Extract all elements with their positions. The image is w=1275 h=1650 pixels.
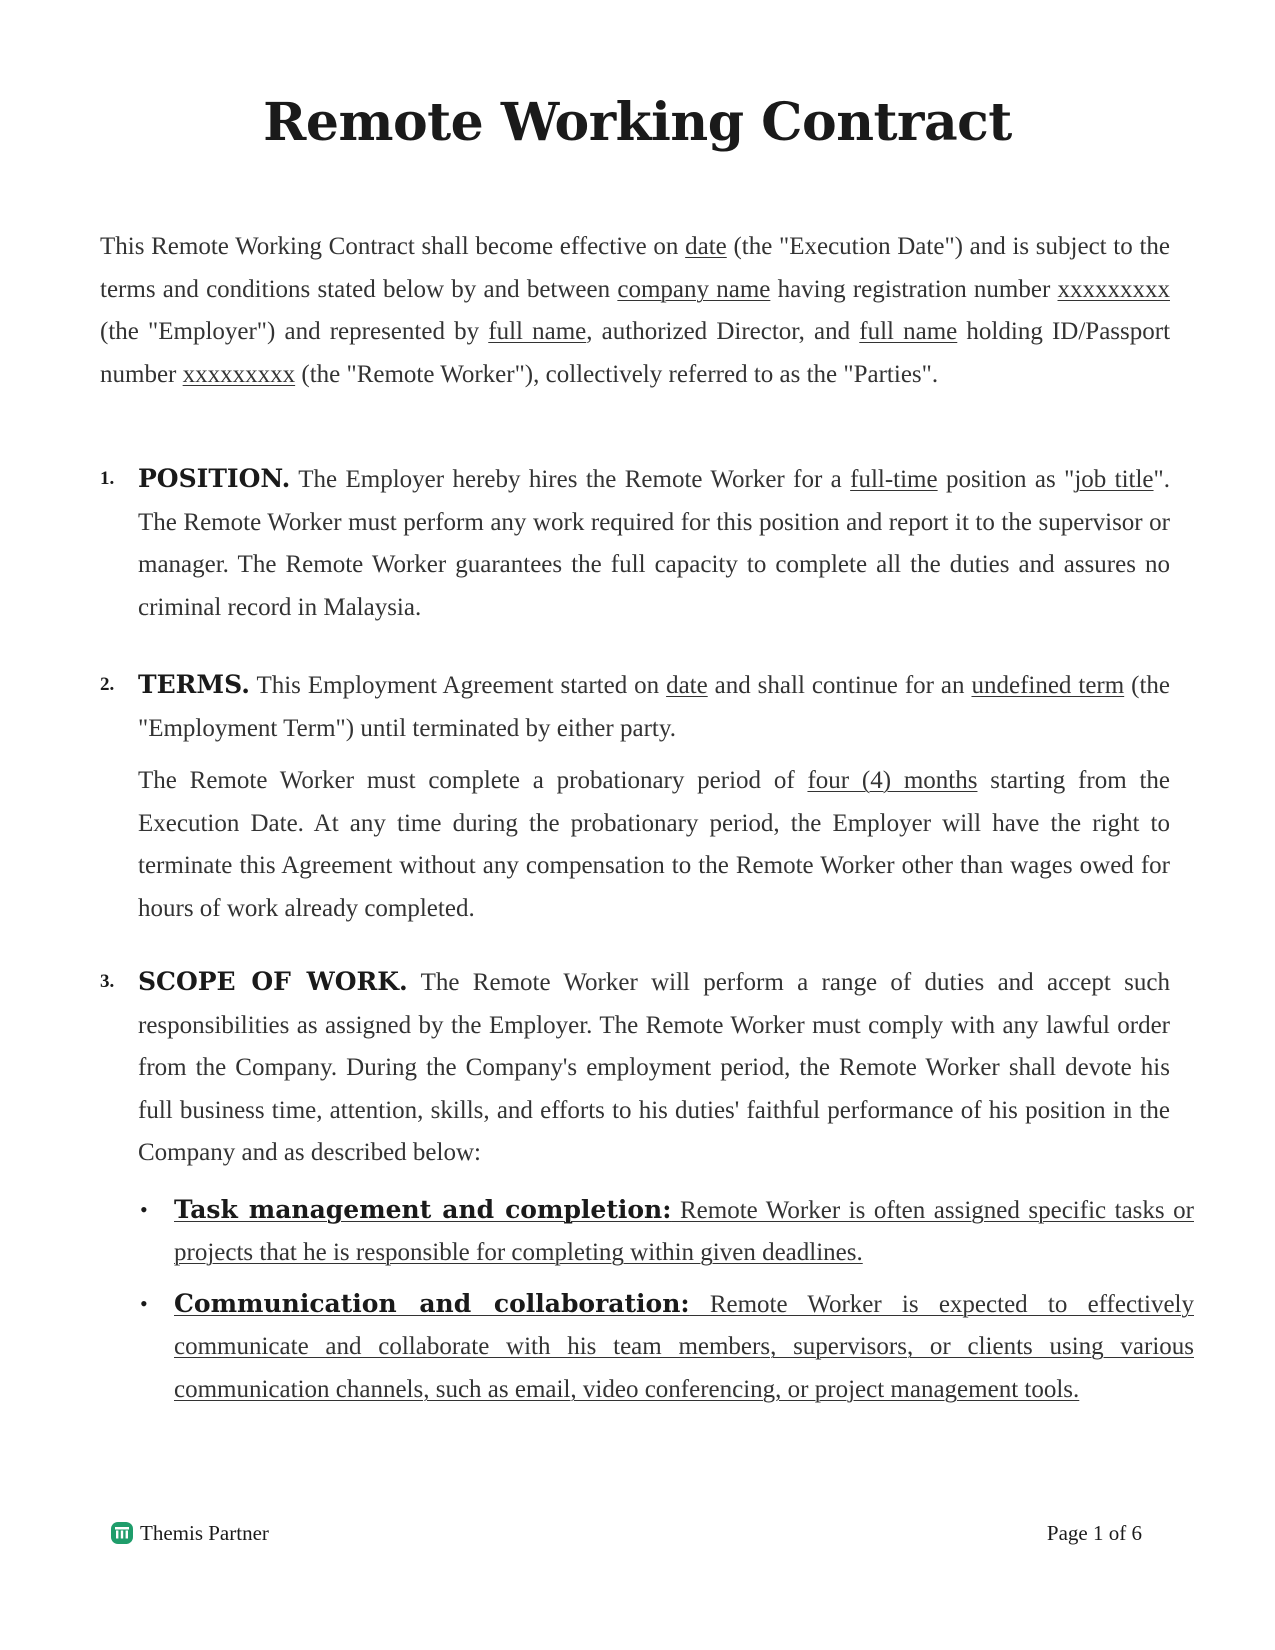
section-heading: POSITION. (138, 464, 291, 493)
section-body (138, 466, 1170, 621)
fill-in-field: xxxxxxxxx (1057, 275, 1170, 303)
text-run: (the "Remote Worker"), collectively referred to as the "Parties". (295, 360, 939, 388)
text-run: (the "Employment Term") until terminated by either party. (138, 672, 1170, 742)
themis-logo-icon (110, 1521, 134, 1545)
list-item (138, 1283, 1194, 1412)
text-run: having registration number (770, 275, 1058, 303)
bullet-text: Remote Worker is often assigned specific tasks or projects that he is responsible for completing within given deadlines. (174, 1196, 1194, 1266)
section-scope-of-work (100, 961, 1194, 1419)
text-run: This Employment Agreement started on (249, 672, 667, 699)
text-run: holding ID/Passport number (100, 318, 1171, 388)
footer-brand (110, 1519, 269, 1547)
fill-in-field: company name (617, 275, 771, 303)
section-number: 1. (100, 468, 115, 489)
bullet-icon: • (140, 1196, 148, 1222)
text-run: The Employer hereby hires the Remote Worker for a (290, 466, 851, 493)
text-run: starting from the Execution Date. At any time during the probationary period, the Employer will have the right to terminate this Agreement without any compensation to the Remote Worker other than wages owed for hours of work already completed. (138, 767, 1170, 922)
section-number: 2. (100, 674, 115, 695)
page-number: Page 1 of 6 (1046, 1521, 1142, 1545)
bullet-heading: Task management and completion: (174, 1194, 672, 1224)
list-item (138, 1189, 1194, 1275)
section-body (138, 969, 1170, 1166)
text-run: ". The Remote Worker must perform any work required for this position and report it to the supervisor or manager. The Remote Worker guarantees the full capacity to complete all the duties and assures no criminal record in Malaysia. (138, 466, 1170, 621)
fill-in-field: undefined term (971, 672, 1125, 699)
text-run: The Remote Worker must complete a probationary period of (138, 767, 808, 794)
fill-in-field: date (685, 233, 727, 260)
text-run: This Remote Working Contract shall become effective on (100, 233, 686, 260)
fill-in-field: full name (488, 318, 587, 345)
fill-in-field: job title (1074, 466, 1154, 493)
text-run: , authorized Director, and (586, 318, 860, 345)
fill-in-field: date (666, 672, 708, 699)
bullet-heading: Communication and collaboration: (174, 1288, 690, 1318)
section-number: 3. (100, 971, 115, 992)
text-run: The Remote Worker will perform a range of duties and accept such responsibilities as assigned by the Employer. The Remote Worker must comply with any lawful order from the Company. During the Company's employment period, the Remote Worker shall devote his full business time, attention, skills, and efforts to his duties' faithful performance of his position in the Company and as described below: (138, 969, 1170, 1166)
section-heading: TERMS. (138, 670, 250, 699)
fill-in-field: xxxxxxxxx (182, 360, 296, 388)
text-run: position as " (937, 466, 1075, 493)
section-terms (100, 664, 1170, 930)
section-position (100, 458, 1170, 629)
fill-in-field: full name (859, 318, 958, 345)
bullet-text: Remote Worker is expected to effectively communicate and collaborate with his team members, supervisors, or clients using various communication channels, such as email, video conferencing, or project management tools. (174, 1290, 1194, 1403)
section-heading: SCOPE OF WORK. (138, 967, 408, 996)
brand-name: Themis Partner (140, 1520, 269, 1545)
duties-list (138, 1189, 1194, 1412)
document-title: Remote Working Contract (263, 92, 1012, 153)
section-body (138, 672, 1170, 742)
text-run: (the "Execution Date") and is subject to the terms and conditions stated below by and between (100, 233, 1170, 303)
intro-paragraph (100, 226, 1170, 396)
bullet-icon: • (140, 1290, 148, 1316)
text-run: (the "Employer") and represented by (100, 318, 489, 345)
fill-in-field: four (4) months (807, 767, 978, 794)
fill-in-field: full-time (850, 466, 938, 493)
text-run: and shall continue for an (707, 672, 972, 699)
probation-paragraph (138, 760, 1170, 930)
